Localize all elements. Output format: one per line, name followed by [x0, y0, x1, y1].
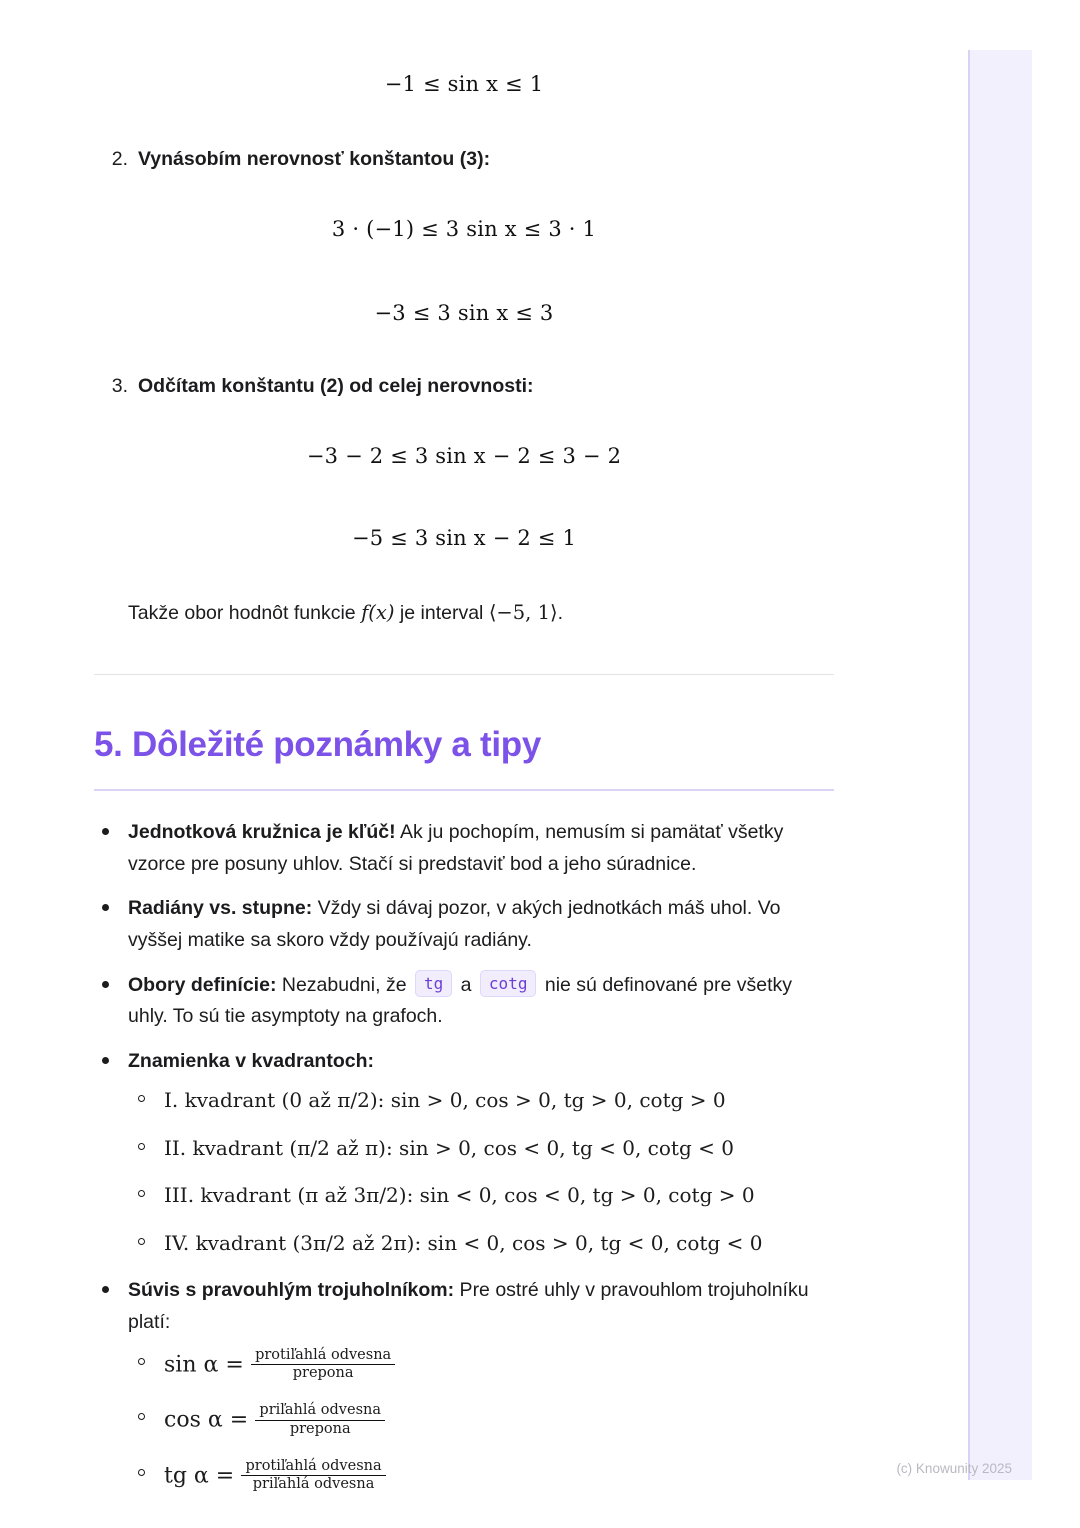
tips-list — [94, 817, 834, 1494]
list-item — [128, 1085, 834, 1116]
quadrant-4: IV. kvadrant (3π/2 až 2π): sin < 0, cos > 0, tg < 0, cotg < 0 — [164, 1230, 763, 1255]
step-2-label: Vynásobím nerovnosť konštantou (3): — [138, 148, 491, 170]
ratio-2-denominator: prepona — [289, 1420, 351, 1437]
step-3-label: Odčítam konštantu (2) od celej nerovnosti: — [138, 375, 534, 397]
step-2 — [94, 148, 834, 171]
sub-bullet-icon — [138, 1413, 145, 1420]
ratio-3-fraction — [241, 1458, 385, 1493]
bullet-dot-icon — [102, 981, 109, 988]
sub-bullet-icon — [138, 1358, 145, 1365]
step-2-formula-1: 3 · (−1) ≤ 3 sin x ≤ 3 · 1 — [331, 217, 597, 241]
bullet-dot-icon — [102, 1057, 109, 1064]
watermark: (c) Knowunity 2025 — [896, 1461, 1012, 1476]
list-item — [128, 1133, 834, 1164]
sub-bullet-icon — [138, 1469, 145, 1476]
list-item — [94, 817, 834, 880]
quadrant-2: II. kvadrant (π/2 až π): sin > 0, cos < 0, tg < 0, cotg < 0 — [164, 1135, 734, 1160]
conclusion-paragraph — [128, 598, 834, 628]
tip-3-text-before: Nezabudni, že — [276, 973, 412, 996]
ratio-1-denominator: prepona — [292, 1365, 354, 1382]
tip-1-title: Jednotková kružnica je kľúč! — [128, 821, 396, 844]
section-divider — [94, 674, 834, 675]
sub-bullet-icon — [138, 1238, 145, 1245]
sub-bullet-icon — [138, 1190, 145, 1197]
step-3 — [94, 375, 834, 398]
conclusion-mid: je interval — [394, 602, 489, 624]
quadrant-3: III. kvadrant (π až 3π/2): sin < 0, cos < 0, tg > 0, cotg > 0 — [164, 1183, 755, 1208]
step-3-formula-1: −3 − 2 ≤ 3 sin x − 2 ≤ 3 − 2 — [306, 444, 622, 468]
ratio-2-numerator: priľahlá odvesna — [255, 1402, 385, 1420]
list-item — [94, 1275, 834, 1494]
title-underline — [94, 789, 834, 791]
formula-sin-range: −1 ≤ sin x ≤ 1 — [384, 72, 544, 96]
tip-3-text-after: nie sú definované pre všetky uhly. To sú tie asymptoty na grafoch. — [128, 973, 793, 1028]
quadrant-list — [128, 1085, 834, 1259]
tip-3-title: Obory definície: — [128, 973, 277, 996]
sub-bullet-icon — [138, 1095, 145, 1102]
tip-1-text: Ak ju pochopím, nemusím si pamätať všetky vzorce pre posuny uhlov. Stačí si predstaviť bod a jeho súradnice. — [128, 821, 784, 875]
step-3-formula-2: −5 ≤ 3 sin x − 2 ≤ 1 — [351, 526, 577, 550]
ratio-2-lead: cos α = — [164, 1407, 249, 1433]
tip-4-title: Znamienka v kvadrantoch: — [128, 1049, 374, 1072]
step-3-number: 3. — [111, 375, 128, 397]
ratio-3-numerator: protiľahlá odvesna — [241, 1458, 385, 1476]
step-2-formula-2: −3 ≤ 3 sin x ≤ 3 — [374, 301, 554, 325]
list-item — [94, 893, 834, 956]
tip-5-title: Súvis s pravouhlým trojuholníkom: — [128, 1279, 455, 1302]
list-item — [94, 1046, 834, 1259]
step-2-number: 2. — [111, 148, 128, 170]
list-item — [94, 970, 834, 1033]
conclusion-function: f(x) — [361, 601, 395, 624]
ratio-3-denominator: priľahlá odvesna — [252, 1475, 375, 1492]
ratio-1-fraction — [251, 1347, 395, 1382]
ratio-1-numerator: protiľahlá odvesna — [251, 1347, 395, 1365]
bullet-dot-icon — [102, 1286, 109, 1293]
conclusion-end: . — [557, 602, 563, 624]
ratio-list — [128, 1348, 834, 1494]
ratio-2-fraction — [255, 1402, 385, 1437]
document-content — [94, 0, 834, 1510]
code-tg: tg — [415, 970, 452, 997]
conclusion-interval: ⟨−5, 1⟩ — [488, 601, 558, 624]
ratio-3-lead: tg α = — [164, 1463, 235, 1489]
list-item — [128, 1348, 834, 1383]
ratio-1-lead: sin α = — [164, 1352, 244, 1378]
list-item — [128, 1228, 834, 1259]
tip-3-text-mid: a — [455, 973, 477, 996]
tip-2-title: Radiány vs. stupne: — [128, 897, 313, 920]
page-margin-rule — [968, 50, 970, 1480]
quadrant-1: I. kvadrant (0 až π/2): sin > 0, cos > 0, tg > 0, cotg > 0 — [164, 1088, 726, 1113]
bullet-dot-icon — [102, 828, 109, 835]
code-cotg: cotg — [480, 970, 537, 997]
conclusion-lead: Takže obor hodnôt funkcie — [128, 602, 362, 624]
tip-5-text: Pre ostré uhly v pravouhlom trojuholníku platí: — [128, 1279, 809, 1333]
list-item — [128, 1180, 834, 1211]
tip-2-text: Vždy si dávaj pozor, v akých jednotkách máš uhol. Vo vyššej matike sa skoro vždy používajú radiány. — [128, 897, 781, 951]
list-item — [128, 1403, 834, 1438]
page-title: 5. Dôležité poznámky a tipy — [94, 725, 542, 765]
bullet-dot-icon — [102, 904, 109, 911]
sub-bullet-icon — [138, 1143, 145, 1150]
page-margin-strip — [970, 50, 1032, 1480]
list-item — [128, 1459, 834, 1494]
